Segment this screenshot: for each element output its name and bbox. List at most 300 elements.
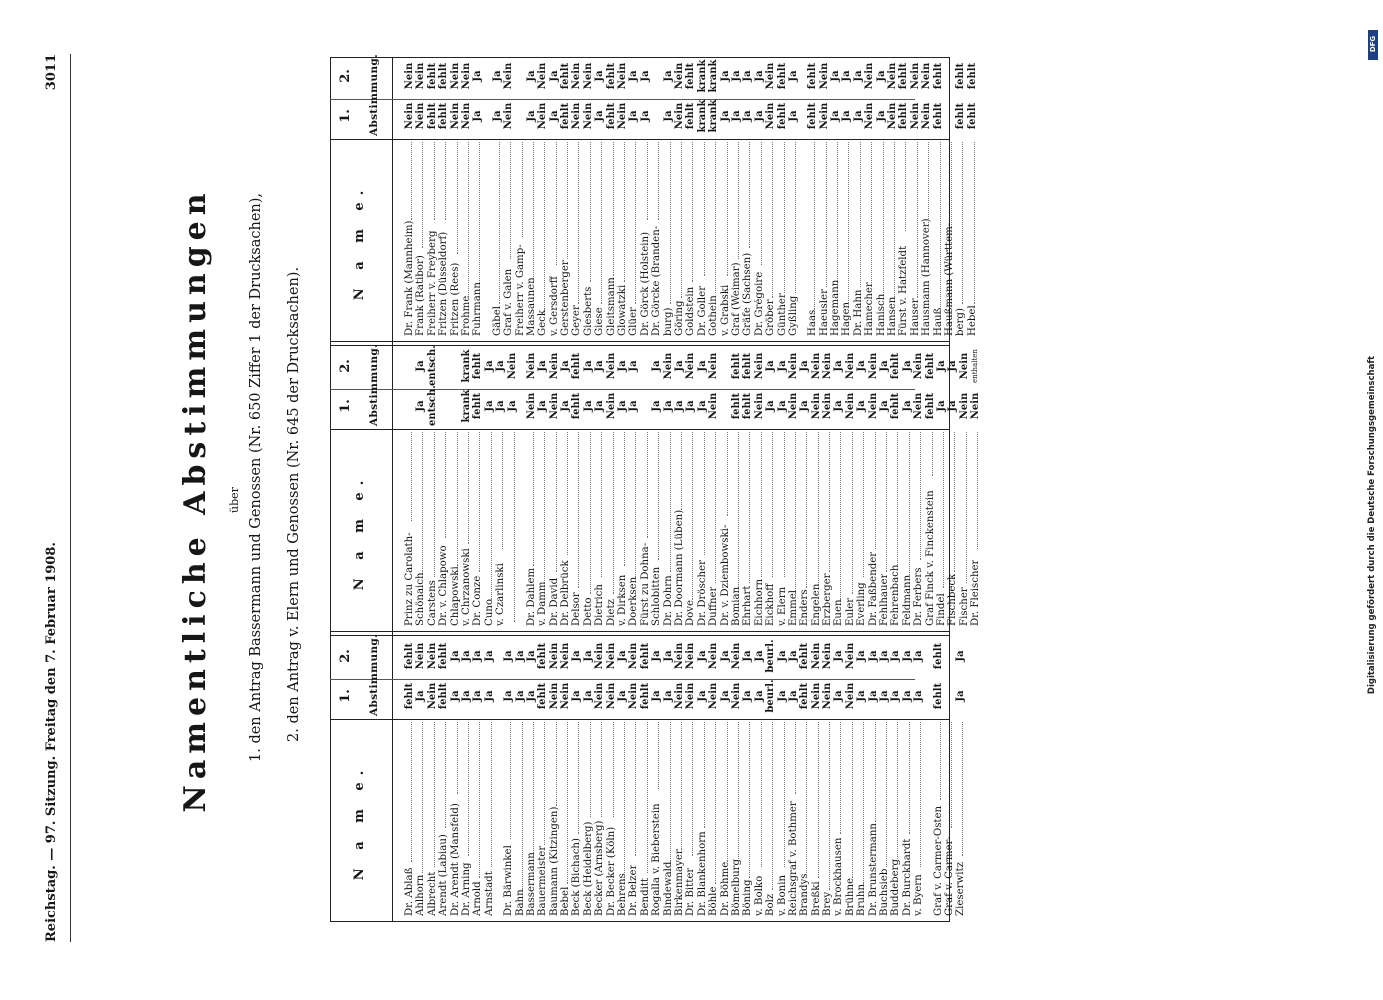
- vote-2-value: Ja: [483, 650, 495, 662]
- member-name: Fuhrmann: [472, 282, 484, 336]
- vote-1-value: Ja: [742, 110, 754, 122]
- leader-dots: [818, 432, 819, 583]
- vote-2-value: fehlt: [426, 62, 438, 90]
- leader-dots: [761, 142, 762, 265]
- table-row: [484, 636, 495, 916]
- vote-2-value: Nein: [628, 642, 640, 670]
- member-name: Graf v. Galen: [503, 268, 515, 336]
- vote-1-value: Ja: [582, 690, 594, 702]
- vote-1-value: Ja: [525, 110, 537, 122]
- vote-2-value: Ja: [617, 360, 629, 372]
- table-row: [754, 636, 765, 916]
- leader-dots: [491, 432, 492, 600]
- vote-2-value: Nein: [867, 352, 879, 380]
- table-column-rule: [330, 341, 950, 342]
- member-name: Dr. Ablaß: [404, 867, 415, 916]
- leader-dots: [966, 432, 967, 583]
- vote-1-value: Ja: [503, 690, 515, 702]
- table-row: [537, 346, 548, 626]
- leader-dots: [784, 432, 785, 577]
- table-row: [799, 636, 810, 916]
- member-name: Eichhorn: [753, 578, 765, 626]
- table-row: [674, 346, 685, 626]
- vote-2-value: Nein: [525, 352, 537, 380]
- vote-2-value: Nein: [426, 642, 438, 670]
- leader-dots: [457, 432, 458, 566]
- vote-2-value: Nein: [810, 642, 822, 670]
- leader-dots: [434, 722, 435, 867]
- vote-2-value: Nein: [844, 352, 856, 380]
- vote-1-value: Ja: [875, 110, 887, 122]
- vote-1-value: fehlt: [924, 392, 936, 420]
- column-header-vote-1: 1.: [338, 399, 353, 413]
- leader-dots: [635, 722, 636, 856]
- leader-dots: [772, 432, 773, 577]
- member-name: Bindewald: [662, 861, 674, 916]
- member-name: Dr. Grégoire: [753, 271, 765, 336]
- vote-1-value: Ja: [506, 400, 518, 412]
- vote-2-value: Ja: [742, 70, 754, 82]
- vote-1-value: fehlt: [799, 682, 811, 710]
- leader-dots: [928, 142, 929, 226]
- member-name: Massaunen: [525, 277, 537, 336]
- member-name: Brey: [822, 891, 834, 916]
- vote-2-value: Nein: [571, 62, 583, 90]
- vote-2-value: Ja: [651, 650, 663, 662]
- table-row: [788, 56, 799, 336]
- vote-2-value: fehlt: [807, 62, 819, 90]
- column-header-name: N a m e.: [352, 763, 367, 881]
- vote-1-value: Ja: [935, 400, 947, 412]
- member-name: Bomian: [730, 586, 742, 626]
- leader-dots: [940, 142, 941, 310]
- vote-1-value: fehlt: [639, 682, 651, 710]
- vote-1-value: fehlt: [730, 392, 742, 420]
- vote-2-value: Ja: [537, 360, 549, 372]
- vote-2-value: Nein: [548, 352, 560, 380]
- leader-dots: [727, 722, 728, 862]
- vote-1-value: Ja: [696, 400, 708, 412]
- member-name: Emmel: [787, 589, 799, 626]
- vote-2-value: Ja: [799, 360, 811, 372]
- member-name: v. Elern: [776, 586, 788, 626]
- leader-dots: [738, 722, 739, 862]
- vote-2-value: Ja: [628, 70, 640, 82]
- vote-2-value: Ja: [776, 650, 788, 662]
- member-name: Giese: [594, 307, 606, 336]
- member-name: Fürst v. Hatzfeldt: [898, 245, 910, 336]
- vote-1-value: Ja: [696, 690, 708, 702]
- table-row: [853, 56, 864, 336]
- vote-1-value: fehlt: [932, 102, 944, 130]
- member-name: v. Bolko: [753, 875, 765, 916]
- vote-1-value: fehlt: [426, 102, 438, 130]
- vote-1-value: Nein: [822, 682, 834, 710]
- vote-1-value: Ja: [753, 690, 765, 702]
- table-row: [507, 346, 518, 626]
- table-row: [830, 56, 841, 336]
- member-name: Carstens: [426, 580, 438, 626]
- leader-dots: [692, 722, 693, 856]
- leader-dots: [590, 142, 591, 282]
- table-row: [970, 346, 981, 626]
- table-row: [925, 346, 936, 626]
- member-name: Chlapowski: [449, 566, 461, 626]
- vote-2-value: Ja: [787, 650, 799, 662]
- leader-dots: [556, 142, 557, 265]
- table-row: [526, 56, 537, 336]
- vote-1-value: Ja: [799, 400, 811, 412]
- leader-dots: [795, 722, 796, 794]
- table-row: [549, 346, 560, 626]
- member-name: Graf v. Carmer-Osten: [932, 805, 944, 916]
- member-name: Dr. Dröscher: [696, 560, 708, 626]
- member-name: Goldstein: [685, 286, 697, 336]
- table-row: [890, 346, 901, 626]
- leader-dots: [556, 722, 557, 806]
- table-row: [898, 56, 909, 336]
- table-row: [879, 346, 890, 626]
- leader-dots: [491, 722, 492, 867]
- leader-dots: [738, 142, 739, 259]
- table-row: [933, 56, 944, 336]
- vote-1-value: fehlt: [890, 392, 902, 420]
- table-row: [594, 346, 605, 626]
- table-row: [833, 346, 844, 626]
- table-row: [606, 346, 617, 626]
- vote-1-value: Ja: [594, 400, 606, 412]
- vote-1-value: Ja: [582, 400, 594, 412]
- vote-2-value: Nein: [449, 62, 461, 90]
- vote-1-value: fehlt: [966, 102, 978, 130]
- table-row: [503, 636, 514, 916]
- vote-2-value: Ja: [742, 650, 754, 662]
- member-name: v. Dirksen: [617, 574, 629, 626]
- leader-dots: [411, 142, 412, 220]
- header-rule: [70, 54, 71, 942]
- table-row: [415, 346, 426, 626]
- vote-2-value: Nein: [921, 62, 933, 90]
- table-row: [765, 346, 776, 626]
- table-row: [461, 56, 472, 336]
- vote-2-value: Ja: [460, 650, 472, 662]
- member-name: Fehrenbach: [890, 564, 902, 626]
- vote-2-value: Ja: [560, 360, 572, 372]
- member-name: Dr. Goller: [696, 285, 708, 336]
- vote-1-value: Ja: [833, 400, 845, 412]
- leader-dots: [411, 722, 412, 862]
- table-row: [640, 636, 651, 916]
- vote-1-value: Ja: [651, 690, 663, 702]
- leader-dots: [829, 722, 830, 890]
- leader-dots: [917, 142, 918, 298]
- leader-dots: [445, 142, 446, 220]
- vote-2-value: Nein: [887, 62, 899, 90]
- table-row: [549, 56, 560, 336]
- vote-1-value: Ja: [651, 400, 663, 412]
- table-row: [742, 346, 753, 626]
- member-name: Fischbeck: [947, 573, 959, 626]
- vote-2-value: Ja: [594, 360, 606, 372]
- member-name: Beck (Heidelberg): [582, 821, 594, 916]
- leader-dots: [422, 142, 423, 248]
- table-row: [640, 56, 651, 336]
- member-name: Dr. v. Chlapowo: [438, 545, 450, 626]
- vote-2-value: Nein: [560, 642, 572, 670]
- vote-1-value: Ja: [639, 110, 651, 122]
- vote-1-value: fehlt: [932, 682, 944, 710]
- vote-2-value: Ja: [582, 360, 594, 372]
- vote-1-value: Ja: [901, 400, 913, 412]
- leader-dots: [795, 142, 796, 293]
- member-name: Geyer: [571, 305, 583, 336]
- leader-dots: [784, 142, 785, 293]
- leader-dots: [886, 722, 887, 867]
- vote-1-value: Nein: [887, 102, 899, 130]
- table-row: [841, 56, 852, 336]
- member-name: Delsor: [571, 592, 583, 626]
- table-row: [651, 56, 662, 336]
- column-header-vote-2: 2.: [338, 649, 353, 663]
- vote-2-value: Ja: [483, 360, 495, 372]
- leader-dots: [522, 722, 523, 890]
- member-name: Dietz: [605, 599, 617, 626]
- leader-dots: [479, 432, 480, 572]
- leader-dots: [932, 432, 933, 476]
- leader-dots: [578, 142, 579, 304]
- table-row: [777, 56, 788, 336]
- vote-1-value: Nein: [685, 682, 697, 710]
- member-name: Graf Finck v. Finckenstein: [924, 490, 936, 626]
- vote-2-value: Nein: [506, 352, 518, 380]
- table-row: [427, 346, 438, 626]
- member-name: v. Damm: [537, 581, 549, 626]
- leader-dots: [860, 142, 861, 287]
- vote-1-value: Ja: [472, 110, 484, 122]
- vote-2-value: fehlt: [955, 62, 967, 90]
- table-row: [571, 346, 582, 626]
- member-name: Dr. Becker (Köln): [605, 826, 617, 916]
- table-row: [955, 636, 966, 916]
- table-row: [503, 56, 514, 336]
- vote-1-value: beurl.: [765, 679, 777, 713]
- leader-dots: [658, 722, 659, 789]
- column-header-abstimmung: Abstimmung.: [368, 633, 380, 716]
- member-name: Haas: [807, 309, 819, 336]
- table-row: [537, 636, 548, 916]
- vote-2-value: Ja: [548, 70, 560, 82]
- table-row: [628, 636, 639, 916]
- vote-2-value: Ja: [753, 70, 765, 82]
- leader-dots: [499, 142, 500, 304]
- vote-1-value: Ja: [483, 690, 495, 702]
- member-name: Fritzen (Rees): [449, 262, 461, 336]
- table-row: [845, 346, 856, 626]
- leader-dots: [761, 432, 762, 577]
- leader-dots: [590, 432, 591, 594]
- vote-1-value: Ja: [841, 110, 853, 122]
- leader-dots: [502, 432, 503, 549]
- leader-dots: [533, 142, 534, 282]
- vote-2-value: Nein: [822, 642, 834, 670]
- leader-dots: [647, 142, 648, 220]
- table-row: [674, 636, 685, 916]
- digitization-note: Digitalisierung gefördert durch die Deutsche Forschungsgemeinschaft: [1367, 355, 1377, 695]
- vote-2-value: krank: [696, 59, 708, 93]
- leader-dots: [411, 432, 412, 521]
- page-number: 3011: [44, 54, 59, 91]
- vote-1-value: Ja: [867, 690, 879, 702]
- column-header-name: N a m e.: [352, 183, 367, 301]
- column-header-vote-2: 2.: [338, 69, 353, 83]
- table-header-rule: [392, 58, 393, 922]
- leader-dots: [457, 722, 458, 794]
- member-name: Enders: [799, 589, 811, 626]
- table-row: [685, 56, 696, 336]
- member-name: Dr. Fleischer: [970, 559, 982, 626]
- table-row: [879, 636, 890, 916]
- vote-2-value: Ja: [594, 70, 606, 82]
- member-name: Prinz zu Carolath-: [404, 532, 415, 626]
- leader-dots: [871, 142, 872, 287]
- vote-1-value: Nein: [525, 392, 537, 420]
- member-name: Dr. Blankenhorn: [696, 831, 708, 916]
- leader-dots: [749, 722, 750, 878]
- leader-dots: [544, 432, 545, 583]
- vote-2-value: Nein: [605, 352, 617, 380]
- vote-1-value: Nein: [594, 682, 606, 710]
- leader-dots: [613, 722, 614, 817]
- leader-dots: [749, 432, 750, 583]
- member-name: Feldmann: [901, 574, 913, 626]
- member-name: Gröber: [765, 299, 777, 336]
- vote-2-value: Nein: [673, 642, 685, 670]
- leader-dots: [940, 722, 941, 800]
- subtitle-uber: über: [228, 487, 241, 513]
- vote-2-value: Ja: [571, 650, 583, 662]
- table-row: [708, 346, 719, 626]
- table-row: [955, 56, 966, 336]
- table-row: [890, 636, 901, 916]
- member-name: Ahlhorn: [415, 874, 427, 916]
- member-name: v. Grabski: [719, 284, 731, 336]
- table-row: [822, 636, 833, 916]
- vote-1-value: Ja: [719, 690, 731, 702]
- row-spacer: [495, 636, 503, 916]
- member-name: v. Czarlinski: [495, 563, 507, 626]
- vote-2-value: Ja: [628, 360, 640, 372]
- leader-dots: [886, 432, 887, 572]
- vote-2-value: Ja: [582, 650, 594, 662]
- member-name: Hanisch: [875, 293, 887, 336]
- leader-dots: [704, 722, 705, 828]
- member-name: Becker (Arnsberg): [594, 820, 606, 916]
- member-name: Breßki: [810, 881, 822, 916]
- leader-dots: [909, 722, 910, 834]
- column-header-vote-2: 2.: [338, 359, 353, 373]
- vote-2-value: Nein: [460, 62, 472, 90]
- table-row: [833, 636, 844, 916]
- vote-1-value: fehlt: [776, 102, 788, 130]
- vote-2-value: Nein: [673, 62, 685, 90]
- table-row: [560, 346, 571, 626]
- table-row: [731, 636, 742, 916]
- member-name: Eickhoff: [765, 583, 777, 626]
- table-row: [450, 346, 461, 626]
- vote-1-value: Nein: [404, 102, 415, 130]
- table-row: [415, 56, 426, 336]
- member-name: Hansen: [887, 296, 899, 336]
- vote-2-value: Nein: [913, 352, 925, 380]
- vote-1-value: Ja: [879, 690, 891, 702]
- vote-1-value: Ja: [753, 110, 765, 122]
- member-name: Haußmann (Württem-: [943, 222, 955, 336]
- table-row: [720, 56, 731, 336]
- vote-1-value: Nein: [818, 102, 830, 130]
- vote-2-value: Ja: [875, 70, 887, 82]
- member-name: Dr. Böhme: [719, 861, 731, 916]
- leader-dots: [422, 722, 423, 873]
- leader-dots: [556, 432, 557, 572]
- vote-1-value: Nein: [708, 392, 720, 420]
- table-top-rule: [330, 58, 331, 922]
- table-column-rule: [330, 921, 950, 922]
- vote-2-value: Ja: [525, 650, 537, 662]
- member-name: Dr. Görcke (Branden-: [651, 225, 663, 336]
- vote-1-value: Ja: [673, 400, 685, 412]
- vote-1-value: fehlt: [807, 102, 819, 130]
- leader-dots: [840, 722, 841, 834]
- table-row: [788, 636, 799, 916]
- member-name: Benditt: [639, 877, 651, 916]
- vote-2-value: Ja: [879, 360, 891, 372]
- leader-dots: [567, 722, 568, 884]
- vote-1-value: Ja: [662, 400, 674, 412]
- vote-1-value: fehlt: [472, 392, 484, 420]
- member-name: Dr. Frank (Mannheim): [404, 220, 415, 336]
- vote-2-value: Ja: [913, 650, 925, 662]
- leader-dots: [658, 432, 659, 560]
- leader-dots: [514, 432, 515, 622]
- vote-1-value: Ja: [628, 400, 640, 412]
- vote-1-value: fehlt: [685, 102, 697, 130]
- vote-1-value: Ja: [787, 110, 799, 122]
- table-row: [594, 56, 605, 336]
- vote-2-value: fehlt: [966, 62, 978, 90]
- member-name: Dr. Ferbers: [913, 567, 925, 626]
- vote-2-value: Ja: [890, 650, 902, 662]
- vote-2-value: fehlt: [438, 642, 450, 670]
- vote-2-value: Ja: [514, 650, 526, 662]
- table-row: [594, 636, 605, 916]
- member-name: Bömelburg: [730, 858, 742, 916]
- member-name: Brandys: [799, 873, 811, 916]
- vote-1-value: Ja: [830, 110, 842, 122]
- table-row: [526, 636, 537, 916]
- member-name: Gäbel: [491, 305, 503, 336]
- leader-dots: [670, 432, 671, 572]
- table-row: [461, 346, 472, 626]
- leader-dots: [681, 722, 682, 850]
- table-row: [685, 636, 696, 916]
- vote-1-value: Nein: [753, 392, 765, 420]
- vote-2-value: Ja: [696, 650, 708, 662]
- vote-2-value: Nein: [765, 62, 777, 90]
- table-row: [777, 346, 788, 626]
- vote-1-value: Ja: [594, 110, 606, 122]
- column-header-vote-1: 1.: [338, 689, 353, 703]
- leader-dots: [601, 432, 602, 577]
